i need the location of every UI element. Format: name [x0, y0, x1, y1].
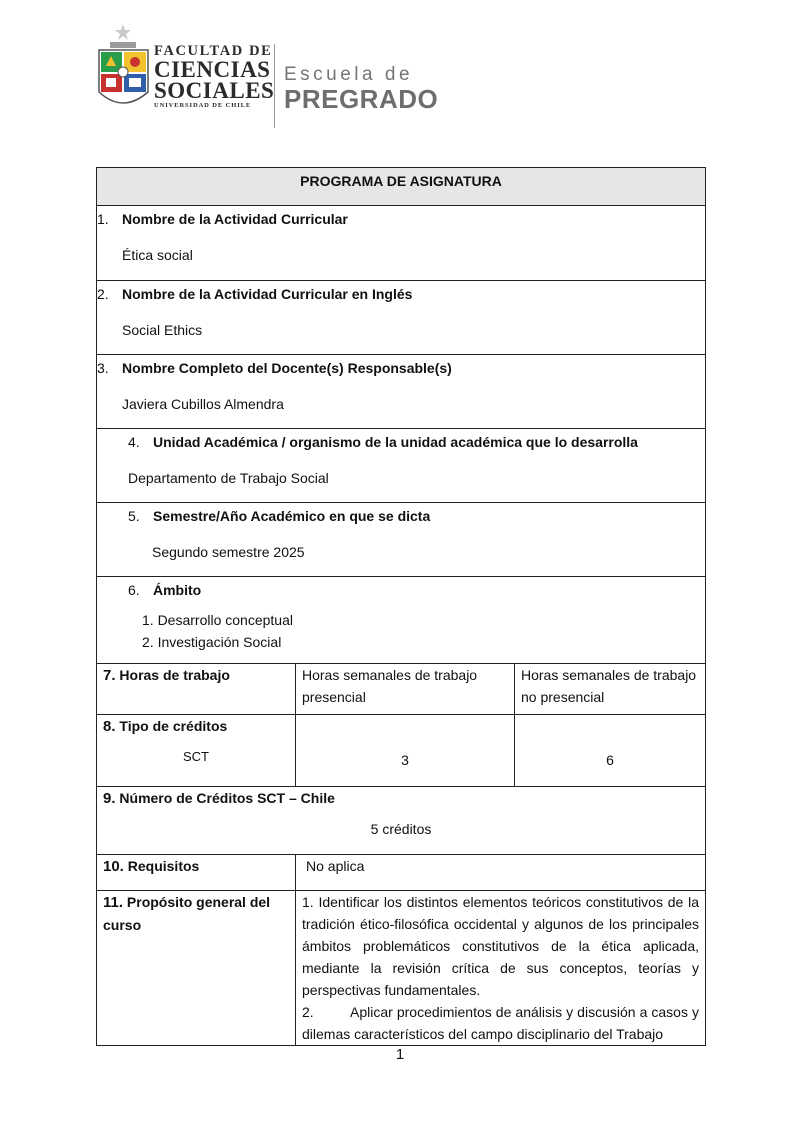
section-3-number: 3. — [97, 360, 109, 376]
section-1 — [97, 206, 706, 281]
section-6-label: Ámbito — [153, 582, 202, 598]
section-6-item: 1. Desarrollo conceptual — [142, 612, 293, 628]
section-11-label-cell — [97, 891, 296, 1046]
section-10-number: 10. — [103, 858, 124, 875]
section-1-row — [97, 206, 706, 281]
section-9-value: 5 créditos — [370, 821, 432, 837]
table-title: PROGRAMA DE ASIGNATURA — [97, 168, 706, 206]
section-2-value: Social Ethics — [122, 322, 203, 338]
section-11-paragraph-1: 1. Identificar los distintos elementos teóricos constitutivos de la tradición ético-filosófica occidental y algunos de los principales ámbitos problemáticos constitutivos de la ética aplicada, mediante la revisión crítica de sus conceptos, teorías y perspectivas fundamentales. — [302, 894, 700, 998]
section-4 — [97, 429, 706, 503]
section-9-label: Número de Créditos SCT – Chile — [119, 790, 335, 806]
section-6-number: 6. — [128, 582, 140, 598]
page-number: 1 — [395, 1046, 405, 1063]
section-2-label: Nombre de la Actividad Curricular en Inglés — [122, 286, 413, 302]
section-8-no-presencial-value: 6 — [515, 715, 706, 787]
section-6 — [97, 577, 706, 664]
section-5 — [97, 503, 706, 577]
section-8-label-cell — [97, 715, 296, 787]
section-1-label: Nombre de la Actividad Curricular — [122, 211, 348, 227]
section-9 — [97, 787, 706, 855]
faculty-line-1: FACULTAD DE — [154, 43, 273, 59]
school-line-2: PREGRADO — [284, 84, 439, 114]
page-header — [96, 22, 439, 114]
section-7-number: 7. — [103, 667, 116, 684]
header-divider — [274, 44, 275, 128]
section-11-row — [97, 891, 706, 1046]
section-8-number: 8. — [103, 718, 116, 735]
section-3-value: Javiera Cubillos Almendra — [122, 396, 284, 412]
section-1-value: Ética social — [122, 247, 193, 263]
faculty-name-block — [154, 44, 274, 110]
section-11-paragraph-2-number: 2. — [302, 1004, 314, 1020]
section-8-presencial-value: 3 — [296, 715, 515, 787]
faculty-line-3: SOCIALES — [154, 78, 275, 103]
section-8-credit-type: SCT — [183, 749, 209, 764]
section-2-row — [97, 281, 706, 355]
section-10-label: Requisitos — [127, 858, 200, 874]
section-2-number: 2. — [97, 286, 109, 302]
section-4-value: Departamento de Trabajo Social — [128, 470, 329, 486]
school-name-block — [284, 64, 438, 112]
section-7-presencial-header: Horas semanales de trabajo presencial — [296, 664, 515, 715]
section-11-paragraph-2-text: Aplicar procedimientos de análisis y discusión a casos y dilemas característicos del campo disciplinario del Trabajo — [302, 1004, 700, 1042]
university-name: UNIVERSIDAD DE CHILE — [154, 102, 252, 109]
program-table — [96, 167, 706, 1046]
section-5-value: Segundo semestre 2025 — [152, 544, 305, 560]
section-7-no-presencial-header: Horas semanales de trabajo no presencial — [515, 664, 706, 715]
section-7-row — [97, 664, 706, 715]
section-10-row — [97, 855, 706, 891]
section-9-row — [97, 787, 706, 855]
section-5-label: Semestre/Año Académico en que se dicta — [153, 508, 431, 524]
section-11-label: Propósito general del curso — [103, 894, 271, 933]
section-10-label-cell — [97, 855, 296, 891]
section-3-label: Nombre Completo del Docente(s) Responsable(s) — [122, 360, 452, 376]
section-4-number: 4. — [128, 434, 140, 450]
section-5-number: 5. — [128, 508, 140, 524]
section-7-label-cell — [97, 664, 296, 715]
section-2 — [97, 281, 706, 355]
section-11-paragraph-2 — [302, 1001, 699, 1045]
section-10-value: No aplica — [296, 855, 706, 891]
section-7-label: Horas de trabajo — [119, 667, 230, 683]
faculty-line-2: CIENCIAS — [154, 57, 271, 82]
section-9-number: 9. — [103, 790, 116, 807]
section-3-row — [97, 355, 706, 429]
section-6-row — [97, 577, 706, 664]
section-3 — [97, 355, 706, 429]
section-5-row — [97, 503, 706, 577]
section-4-row — [97, 429, 706, 503]
faculty-shield-logo — [96, 22, 151, 114]
table-title-row — [97, 168, 706, 206]
school-line-1: Escuela de — [284, 64, 414, 85]
section-11-content — [296, 891, 706, 1046]
section-4-label: Unidad Académica / organismo de la unidad académica que lo desarrolla — [153, 434, 638, 450]
section-6-item: 2. Investigación Social — [142, 634, 282, 650]
section-8-label: Tipo de créditos — [119, 718, 228, 734]
section-8-row — [97, 715, 706, 787]
section-1-number: 1. — [97, 211, 109, 227]
section-11-number: 11. — [103, 894, 124, 911]
